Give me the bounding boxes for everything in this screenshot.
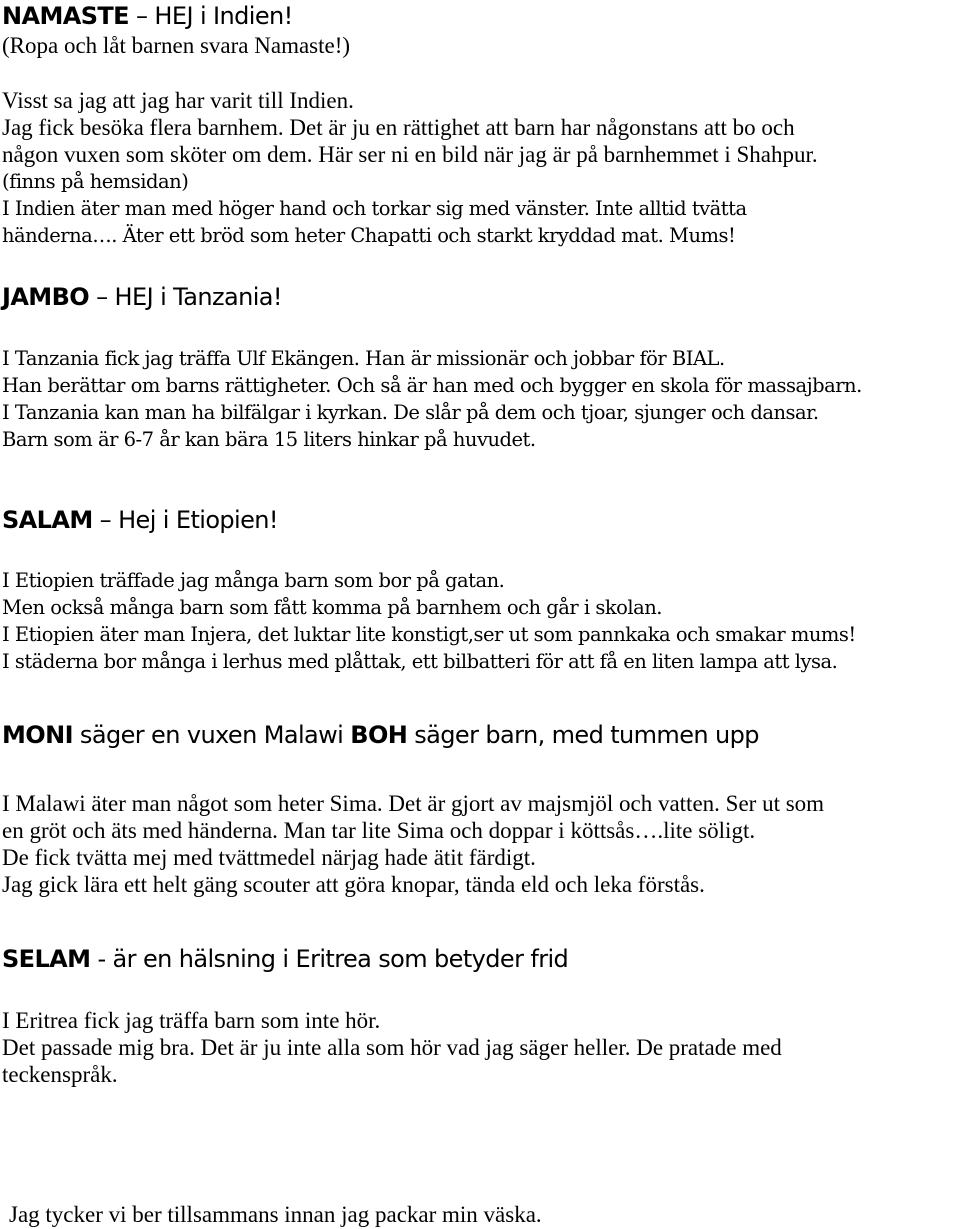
closing-line: Jag tycker vi ber tillsammans innan jag packar min väska. — [9, 1202, 542, 1227]
paragraph-line: I Tanzania kan man ha bilfälgar i kyrkan. De slår på dem och tjoar, sjunger och dansar. — [2, 401, 819, 424]
paragraph-line: (finns på hemsidan) — [2, 170, 189, 193]
paragraph-line: Jag gick lära ett helt gäng scouter att göra knopar, tända eld och leka förstås. — [2, 872, 705, 897]
paragraph-line: någon vuxen som sköter om dem. Här ser ni en bild när jag är på barnhemmet i Shahpur. — [2, 142, 818, 167]
paragraph-line: I Etiopien träffade jag många barn som bor på gatan. — [2, 569, 505, 592]
heading-eritrea — [2, 945, 568, 973]
heading-text: – HEJ i Indien! — [128, 2, 293, 30]
greeting-word: MONI — [2, 721, 73, 749]
heading-ethiopia — [2, 506, 278, 534]
paragraph-line: händerna…. Äter ett bröd som heter Chapatti och starkt kryddad mat. Mums! — [2, 224, 736, 247]
greeting-word: JAMBO — [2, 283, 90, 311]
heading-text: - är en hälsning i Eritrea som betyder frid — [90, 945, 569, 973]
paragraph-line: Jag fick besöka flera barnhem. Det är ju en rättighet att barn har någonstans att bo och — [2, 115, 795, 140]
paragraph-line: I Eritrea fick jag träffa barn som inte hör. — [2, 1008, 381, 1033]
paragraph-line: en gröt och äts med händerna. Man tar lite Sima och doppar i köttsås….lite söligt. — [2, 818, 756, 843]
paragraph-line: I Malawi äter man något som heter Sima. Det är gjort av majsmjöl och vatten. Ser ut som — [2, 791, 825, 816]
paragraph-line: Visst sa jag att jag har varit till Indien. — [2, 88, 354, 113]
paragraph-line: I Etiopien äter man Injera, det luktar lite konstigt,ser ut som pannkaka och smakar mums! — [2, 623, 856, 646]
paragraph-line: De fick tvätta mej med tvättmedel närjag hade ätit färdigt. — [2, 845, 536, 870]
paragraph-line: Det passade mig bra. Det är ju inte alla som hör vad jag säger heller. De pratade med — [2, 1035, 782, 1060]
greeting-word: SALAM — [2, 506, 93, 534]
paragraph-line: (Ropa och låt barnen svara Namaste!) — [2, 33, 351, 58]
paragraph-line: I Tanzania fick jag träffa Ulf Ekängen. Han är missionär och jobbar för BIAL. — [2, 347, 725, 370]
heading-malawi — [2, 721, 759, 749]
heading-text: säger en vuxen Malawi — [72, 721, 351, 749]
heading-tanzania — [2, 283, 282, 311]
heading-text: – Hej i Etiopien! — [92, 506, 278, 534]
paragraph-line: Men också många barn som fått komma på barnhem och går i skolan. — [2, 596, 663, 619]
paragraph-line: Han berättar om barns rättigheter. Och så är han med och bygger en skola för massajbarn. — [2, 374, 862, 397]
greeting-word: SELAM — [2, 945, 91, 973]
paragraph-line: teckenspråk. — [2, 1062, 118, 1087]
heading-india — [2, 2, 293, 30]
paragraph-line: Barn som är 6-7 år kan bära 15 liters hinkar på huvudet. — [2, 428, 536, 451]
greeting-word-children: BOH — [350, 721, 408, 749]
heading-text: – HEJ i Tanzania! — [89, 283, 282, 311]
heading-text: säger barn, med tummen upp — [407, 721, 759, 749]
paragraph-line: I städerna bor många i lerhus med plåttak, ett bilbatteri för att få en liten lampa att lysa. — [2, 650, 838, 673]
greeting-word: NAMASTE — [2, 2, 129, 30]
paragraph-line: I Indien äter man med höger hand och torkar sig med vänster. Inte alltid tvätta — [2, 197, 747, 220]
